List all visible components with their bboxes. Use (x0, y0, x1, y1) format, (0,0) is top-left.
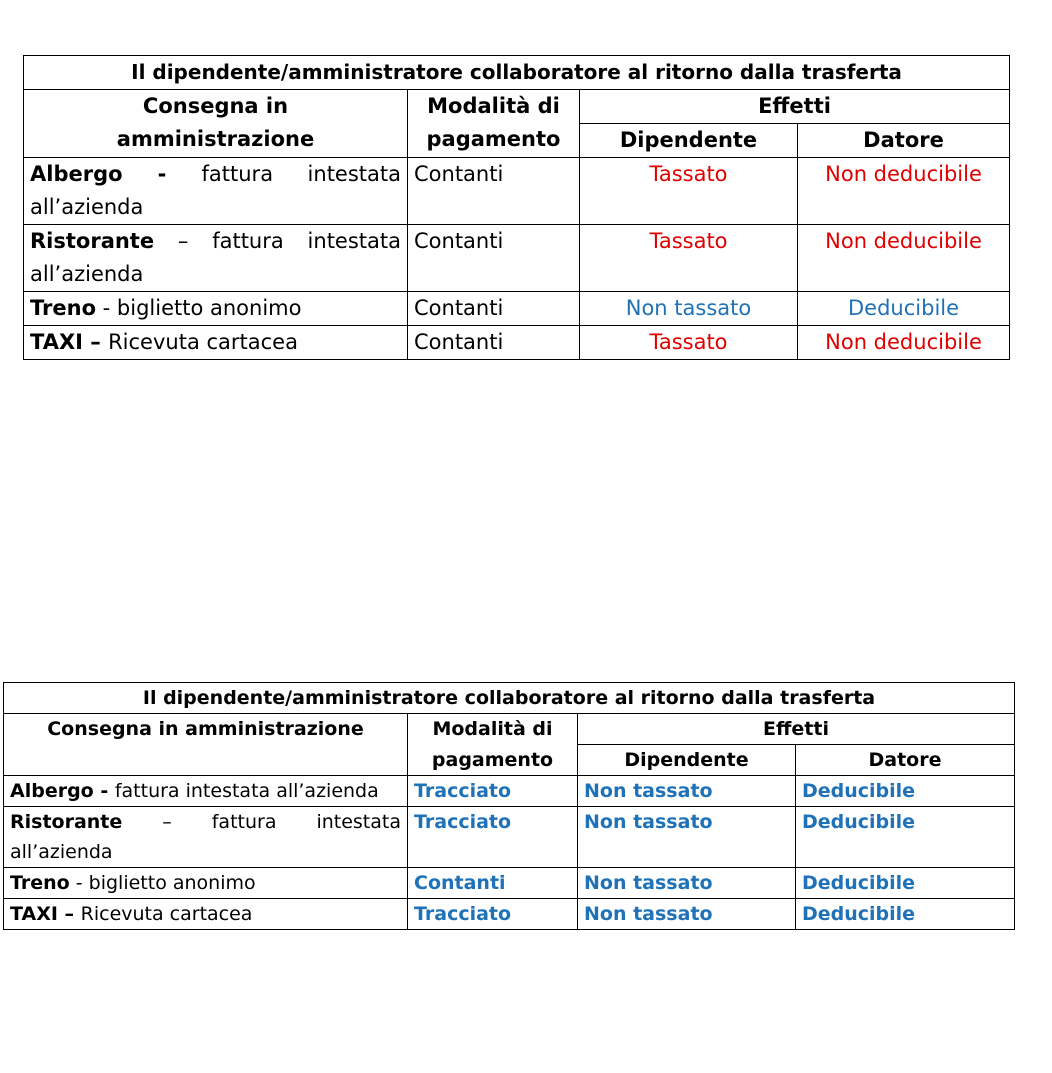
cell-pagamento: Tracciato (408, 899, 578, 930)
table-title: Il dipendente/amministratore collaboratore al ritorno dalla trasferta (24, 56, 1010, 90)
table-row (4, 807, 1015, 868)
cell-datore: Deducibile (798, 292, 1010, 326)
cell-pagamento: Contanti (408, 868, 578, 899)
cell-datore: Deducibile (796, 868, 1015, 899)
cell-consegna-rest: – fattura intestata all’azienda (30, 229, 401, 286)
table-title-row (24, 56, 1010, 90)
header-effetti: Effetti (580, 90, 1010, 124)
cell-consegna (4, 868, 408, 899)
table-title-row (4, 683, 1015, 714)
cell-consegna-rest: - biglietto anonimo (69, 872, 256, 894)
cell-datore: Non deducibile (798, 326, 1010, 360)
cell-consegna-rest: – fattura intestata all’azienda (10, 811, 401, 863)
table-contanti (23, 55, 1010, 360)
cell-dipendente: Non tassato (578, 899, 796, 930)
cell-consegna (4, 899, 408, 930)
cell-consegna-rest: Ricevuta cartacea (80, 903, 253, 925)
table-row (4, 776, 1015, 807)
cell-consegna-bold: TAXI – (10, 903, 81, 925)
table-row (4, 868, 1015, 899)
cell-datore: Non deducibile (798, 158, 1010, 225)
cell-dipendente: Tassato (580, 158, 798, 225)
cell-consegna (24, 158, 408, 225)
header-row (24, 90, 1010, 124)
table-title: Il dipendente/amministratore collaboratore al ritorno dalla trasferta (4, 683, 1015, 714)
header-modalita-line2: pagamento (426, 127, 561, 151)
header-consegna: Consegna in amministrazione (4, 714, 408, 745)
cell-pagamento: Tracciato (408, 776, 578, 807)
cell-datore: Non deducibile (798, 225, 1010, 292)
cell-pagamento: Tracciato (408, 807, 578, 868)
cell-consegna (24, 326, 408, 360)
cell-dipendente: Non tassato (578, 868, 796, 899)
cell-pagamento: Contanti (408, 292, 580, 326)
header-consegna-line2: amministrazione (116, 127, 315, 151)
header-consegna (24, 90, 408, 158)
cell-datore: Deducibile (796, 899, 1015, 930)
cell-consegna-bold: Ristorante (30, 229, 155, 253)
cell-consegna-bold: Treno (10, 872, 70, 894)
header-consegna-line1: Consegna in (142, 94, 289, 118)
header-row (4, 714, 1015, 745)
cell-consegna (24, 225, 408, 292)
cell-consegna-bold: Albergo - (30, 162, 202, 186)
header-dipendente: Dipendente (578, 745, 796, 776)
cell-consegna (4, 807, 408, 868)
header-modalita-line1: Modalità di (427, 94, 560, 118)
cell-consegna-rest: fattura intestata all’azienda (114, 780, 379, 802)
table-row (4, 899, 1015, 930)
cell-consegna-bold: Ristorante (10, 811, 123, 833)
header-consegna-blank (4, 745, 408, 776)
header-modalita-line2: pagamento (408, 745, 578, 776)
cell-datore: Deducibile (796, 807, 1015, 868)
cell-dipendente: Non tassato (578, 776, 796, 807)
header-dipendente: Dipendente (580, 124, 798, 158)
table-row (24, 292, 1010, 326)
header-datore: Datore (798, 124, 1010, 158)
cell-dipendente: Non tassato (580, 292, 798, 326)
table-tracciato (3, 682, 1015, 930)
cell-pagamento: Contanti (408, 326, 580, 360)
table-row (24, 158, 1010, 225)
header-effetti: Effetti (578, 714, 1015, 745)
cell-pagamento: Contanti (408, 225, 580, 292)
cell-datore: Deducibile (796, 776, 1015, 807)
cell-consegna-rest: Ricevuta cartacea (108, 330, 298, 354)
table-row (24, 326, 1010, 360)
header-modalita (408, 90, 580, 158)
cell-consegna (24, 292, 408, 326)
table-row (24, 225, 1010, 292)
cell-consegna-rest: fattura intestata all’azienda (30, 162, 401, 219)
cell-consegna (4, 776, 408, 807)
subheader-row (4, 745, 1015, 776)
header-modalita-line1: Modalità di (408, 714, 578, 745)
cell-dipendente: Tassato (580, 326, 798, 360)
cell-pagamento: Contanti (408, 158, 580, 225)
cell-dipendente: Non tassato (578, 807, 796, 868)
cell-consegna-bold: TAXI – (30, 330, 109, 354)
cell-dipendente: Tassato (580, 225, 798, 292)
cell-consegna-bold: Albergo - (10, 780, 115, 802)
cell-consegna-rest: - biglietto anonimo (96, 296, 302, 320)
header-datore: Datore (796, 745, 1015, 776)
cell-consegna-bold: Treno (30, 296, 96, 320)
